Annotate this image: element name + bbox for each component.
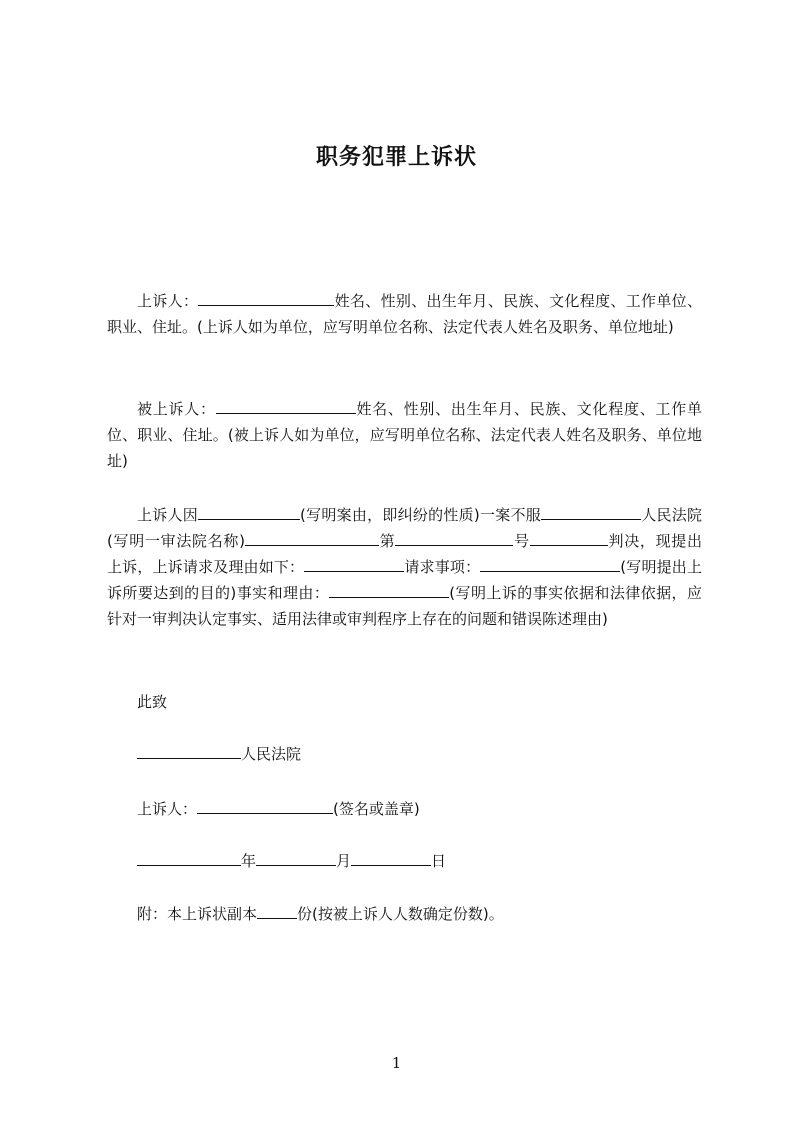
case-number-blank[interactable] [395, 530, 513, 546]
appellee-paragraph [107, 396, 702, 474]
appeal-text-9: (写明上诉的事实依据和法律依据，应针对一审判决认定事实、适用法律或审判程序上存在的问题和错误陈述理由) [107, 584, 702, 628]
appellant-description: 姓名、性别、出生年月、民族、文化程度、工作单位、职业、住址。(上诉人如为单位，应写明单位名称、法定代表人姓名及职务、单位地址) [107, 292, 702, 336]
appeal-body-paragraph [107, 502, 702, 632]
request-blank[interactable] [304, 556, 404, 572]
year-label: 年 [241, 852, 257, 870]
facts-blank[interactable] [329, 582, 449, 598]
appeal-text-8: (写明提出上诉所要达到的目的)事实和理由： [107, 558, 702, 602]
appeal-text-2: (写明案由，即纠纷的性质)一案不服 [300, 506, 541, 524]
appeal-text-1: 上诉人因 [137, 506, 199, 524]
day-blank[interactable] [351, 850, 431, 866]
court-name-blank[interactable] [137, 743, 241, 759]
court-label: 人民法院 [241, 745, 302, 763]
appellee-blank[interactable] [216, 398, 356, 414]
page-number: 1 [391, 1054, 402, 1072]
claims-blank[interactable] [480, 556, 620, 572]
date-line [137, 848, 446, 874]
attachment-text-2: 份(按被上诉人人数确定份数)。 [297, 905, 504, 923]
signature-line [137, 796, 420, 822]
appeal-text-7: 请求事项： [404, 558, 481, 576]
signer-note: (签名或盖章) [333, 800, 420, 818]
appellant-blank[interactable] [198, 290, 334, 306]
attachment-line [137, 901, 504, 927]
appellant-paragraph [107, 288, 702, 340]
court-line [137, 741, 301, 767]
signature-blank[interactable] [197, 798, 333, 814]
attachment-text-1: 附：本上诉状副本 [137, 905, 258, 923]
year-blank[interactable] [137, 850, 241, 866]
copies-blank[interactable] [257, 903, 297, 919]
closing-salutation: 此致 [137, 693, 168, 711]
month-label: 月 [336, 852, 352, 870]
case-cause-blank[interactable] [198, 504, 300, 520]
appeal-text-6: 判决，现提出上诉，上诉请求及理由如下： [107, 532, 702, 576]
appeal-text-5: 号 [513, 532, 530, 550]
appeal-text-4: 第 [378, 532, 396, 550]
signer-label: 上诉人： [137, 800, 198, 818]
first-instance-court-blank[interactable] [245, 530, 379, 546]
court-blank[interactable] [541, 504, 641, 520]
appellant-label: 上诉人： [137, 292, 199, 310]
day-label: 日 [431, 852, 447, 870]
document-title: 职务犯罪上诉状 [315, 145, 477, 170]
appellee-description: 姓名、性别、出生年月、民族、文化程度、工作单位、职业、住址。(被上诉人如为单位，应写明单位名称、法定代表人姓名及职务、单位地址) [107, 400, 702, 470]
appellee-label: 被上诉人： [137, 400, 216, 418]
judgment-number-blank[interactable] [530, 530, 608, 546]
appeal-text-3: 人民法院(写明一审法院名称) [107, 506, 702, 550]
month-blank[interactable] [256, 850, 336, 866]
